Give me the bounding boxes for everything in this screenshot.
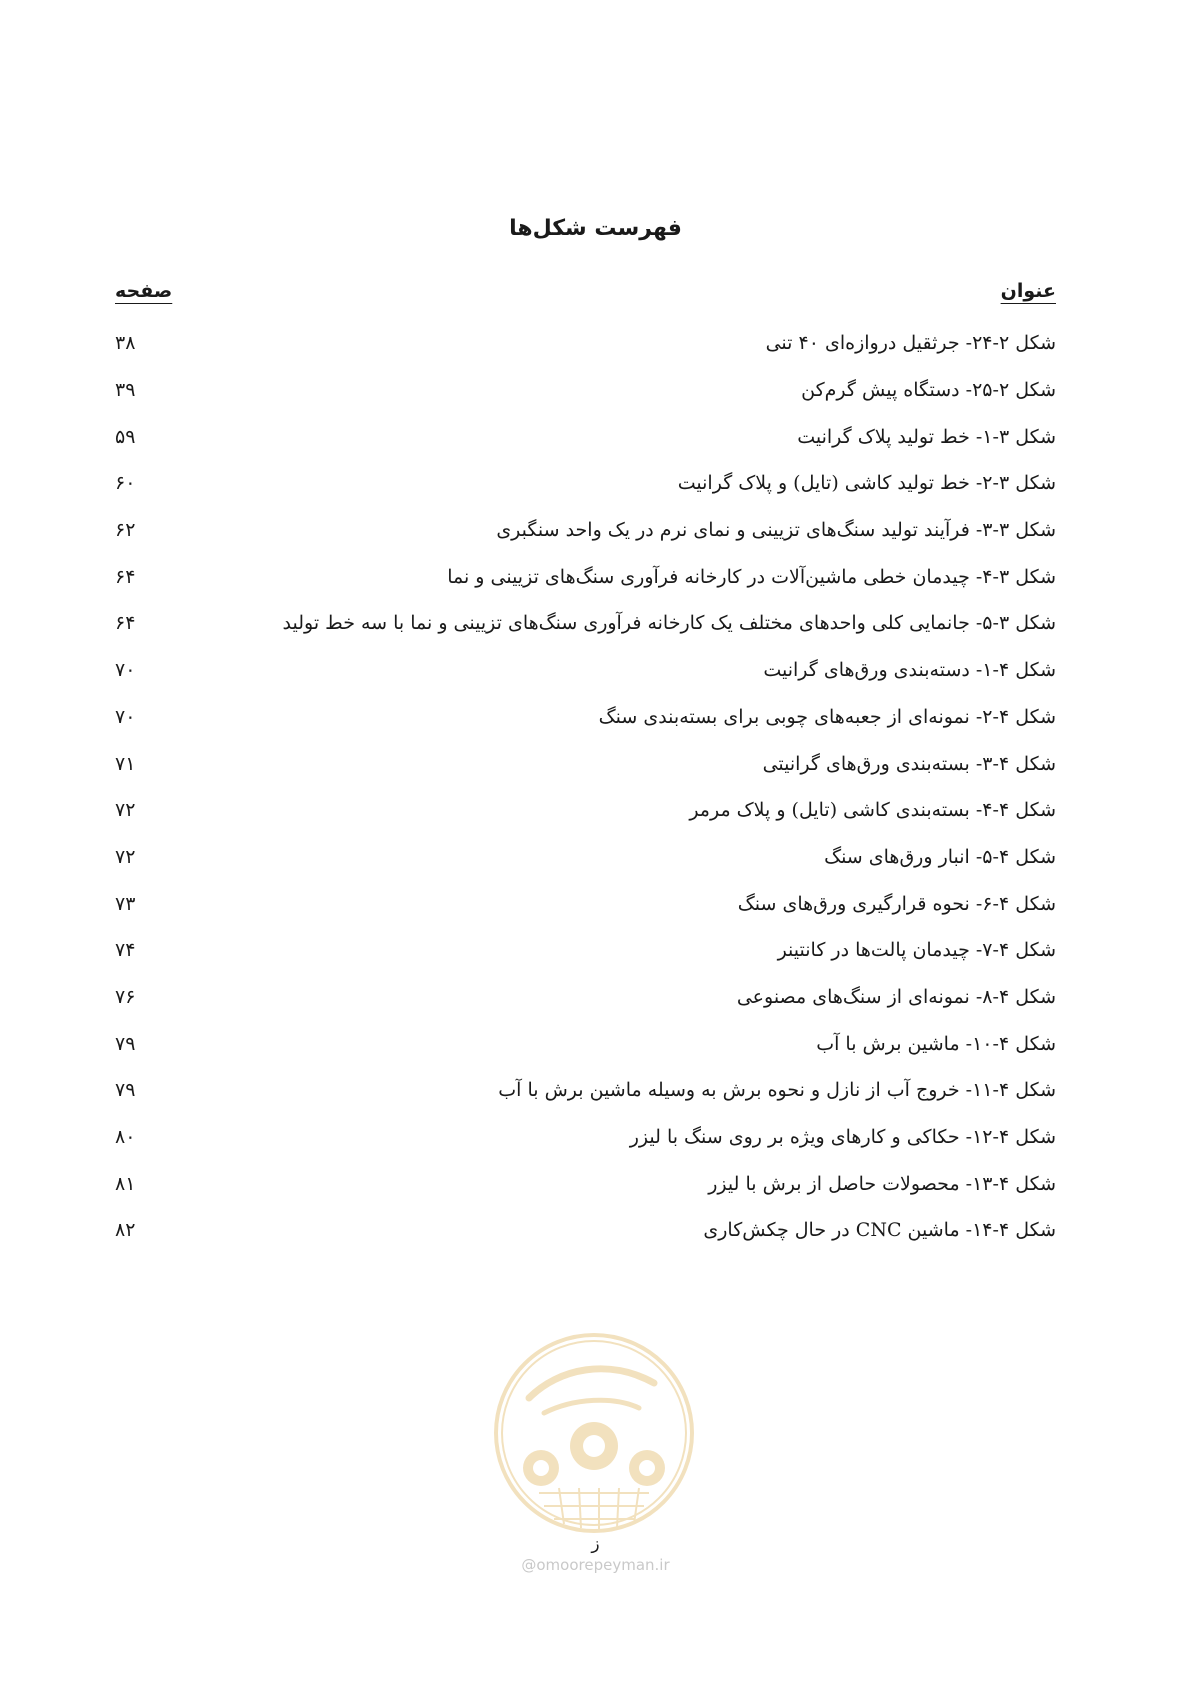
entry-title: شکل ۴-۶- نحوه قرارگیری ورق‌های سنگ	[737, 892, 1056, 915]
list-item[interactable]	[115, 787, 1056, 834]
column-header-title: عنوان	[1000, 280, 1056, 302]
entry-title: شکل ۴-۱۳- محصولات حاصل از برش با لیزر	[708, 1172, 1056, 1195]
page-number: ز	[591, 1534, 600, 1554]
entry-title: شکل ۴-۳- بسته‌بندی ورق‌های گرانیتی	[762, 752, 1056, 775]
entry-title: شکل ۴-۱۲- حکاکی و کارهای ویژه بر روی سنگ با لیزر	[629, 1126, 1056, 1149]
column-header-page: صفحه	[115, 280, 173, 302]
list-item[interactable]	[115, 460, 1056, 507]
list-item[interactable]	[115, 320, 1056, 367]
website-watermark: @omoorepeyman.ir	[521, 1556, 670, 1574]
list-item[interactable]	[115, 834, 1056, 881]
list-item[interactable]	[115, 1207, 1056, 1254]
entry-title: شکل ۳-۵- جانمایی کلی واحدهای مختلف یک کارخانه فرآوری سنگ‌های تزیینی و نما با سه خط تولید	[282, 612, 1056, 635]
entry-title: شکل ۳-۳- فرآیند تولید سنگ‌های تزیینی و نمای نرم در یک واحد سنگبری	[496, 519, 1056, 542]
list-item[interactable]	[115, 507, 1056, 554]
list-item[interactable]	[115, 927, 1056, 974]
entry-page: ۸۱	[115, 1172, 136, 1195]
entry-page: ۷۳	[115, 892, 136, 915]
entry-title: شکل ۲-۲۴- جرثقیل دروازه‌ای ۴۰ تنی	[765, 332, 1056, 355]
entry-title: شکل ۲-۲۵- دستگاه پیش گرم‌کن	[801, 379, 1056, 402]
list-item[interactable]	[115, 1020, 1056, 1067]
entry-page: ۷۰	[115, 705, 136, 728]
page-title: فهرست شکل‌ها	[509, 216, 682, 241]
list-item[interactable]	[115, 694, 1056, 741]
list-item[interactable]	[115, 413, 1056, 460]
entry-title: شکل ۴-۱۴- ماشین CNC در حال چکش‌کاری	[703, 1219, 1056, 1242]
entry-title: شکل ۴-۴- بسته‌بندی کاشی (تایل) و پلاک مرمر	[689, 799, 1056, 822]
entry-title: شکل ۳-۲- خط تولید کاشی (تایل) و پلاک گرانیت	[677, 472, 1056, 495]
list-item[interactable]	[115, 740, 1056, 787]
entry-page: ۸۰	[115, 1126, 136, 1149]
entry-page: ۷۶	[115, 985, 136, 1008]
entry-page: ۳۸	[115, 332, 136, 355]
entry-title: شکل ۳-۴- چیدمان خطی ماشین‌آلات در کارخانه فرآوری سنگ‌های تزیینی و نما	[447, 565, 1056, 588]
entry-page: ۵۹	[115, 425, 136, 448]
entry-page: ۷۲	[115, 845, 136, 868]
entry-title: شکل ۴-۱۱- خروج آب از نازل و نحوه برش به وسیله ماشین برش با آب	[498, 1079, 1056, 1102]
publisher-logo-watermark	[489, 1328, 699, 1538]
entry-page: ۸۲	[115, 1219, 136, 1242]
list-item[interactable]	[115, 1114, 1056, 1161]
entry-page: ۷۰	[115, 659, 136, 682]
entry-page: ۶۴	[115, 565, 136, 588]
entry-page: ۳۹	[115, 379, 136, 402]
entry-page: ۷۹	[115, 1079, 136, 1102]
entry-title: شکل ۴-۱- دسته‌بندی ورق‌های گرانیت	[763, 659, 1056, 682]
entry-page: ۶۴	[115, 612, 136, 635]
entry-title: شکل ۴-۲- نمونه‌ای از جعبه‌های چوبی برای بسته‌بندی سنگ	[598, 705, 1056, 728]
list-item[interactable]	[115, 600, 1056, 647]
list-item[interactable]	[115, 647, 1056, 694]
entry-title: شکل ۴-۷- چیدمان پالت‌ها در کانتینر	[777, 939, 1056, 962]
entry-page: ۶۰	[115, 472, 136, 495]
entry-page: ۷۴	[115, 939, 136, 962]
entry-title: شکل ۴-۸- نمونه‌ای از سنگ‌های مصنوعی	[736, 985, 1056, 1008]
list-item[interactable]	[115, 367, 1056, 414]
entry-page: ۷۹	[115, 1032, 136, 1055]
list-item[interactable]	[115, 880, 1056, 927]
entry-title: شکل ۳-۱- خط تولید پلاک گرانیت	[797, 425, 1056, 448]
entry-page: ۶۲	[115, 519, 136, 542]
entry-page: ۷۱	[115, 752, 136, 775]
entry-title: شکل ۴-۵- انبار ورق‌های سنگ	[824, 845, 1056, 868]
list-item[interactable]	[115, 553, 1056, 600]
list-item[interactable]	[115, 1067, 1056, 1114]
figure-list	[115, 320, 1056, 1254]
list-item[interactable]	[115, 1160, 1056, 1207]
list-item[interactable]	[115, 974, 1056, 1021]
entry-page: ۷۲	[115, 799, 136, 822]
entry-title: شکل ۴-۱۰- ماشین برش با آب	[816, 1032, 1056, 1055]
